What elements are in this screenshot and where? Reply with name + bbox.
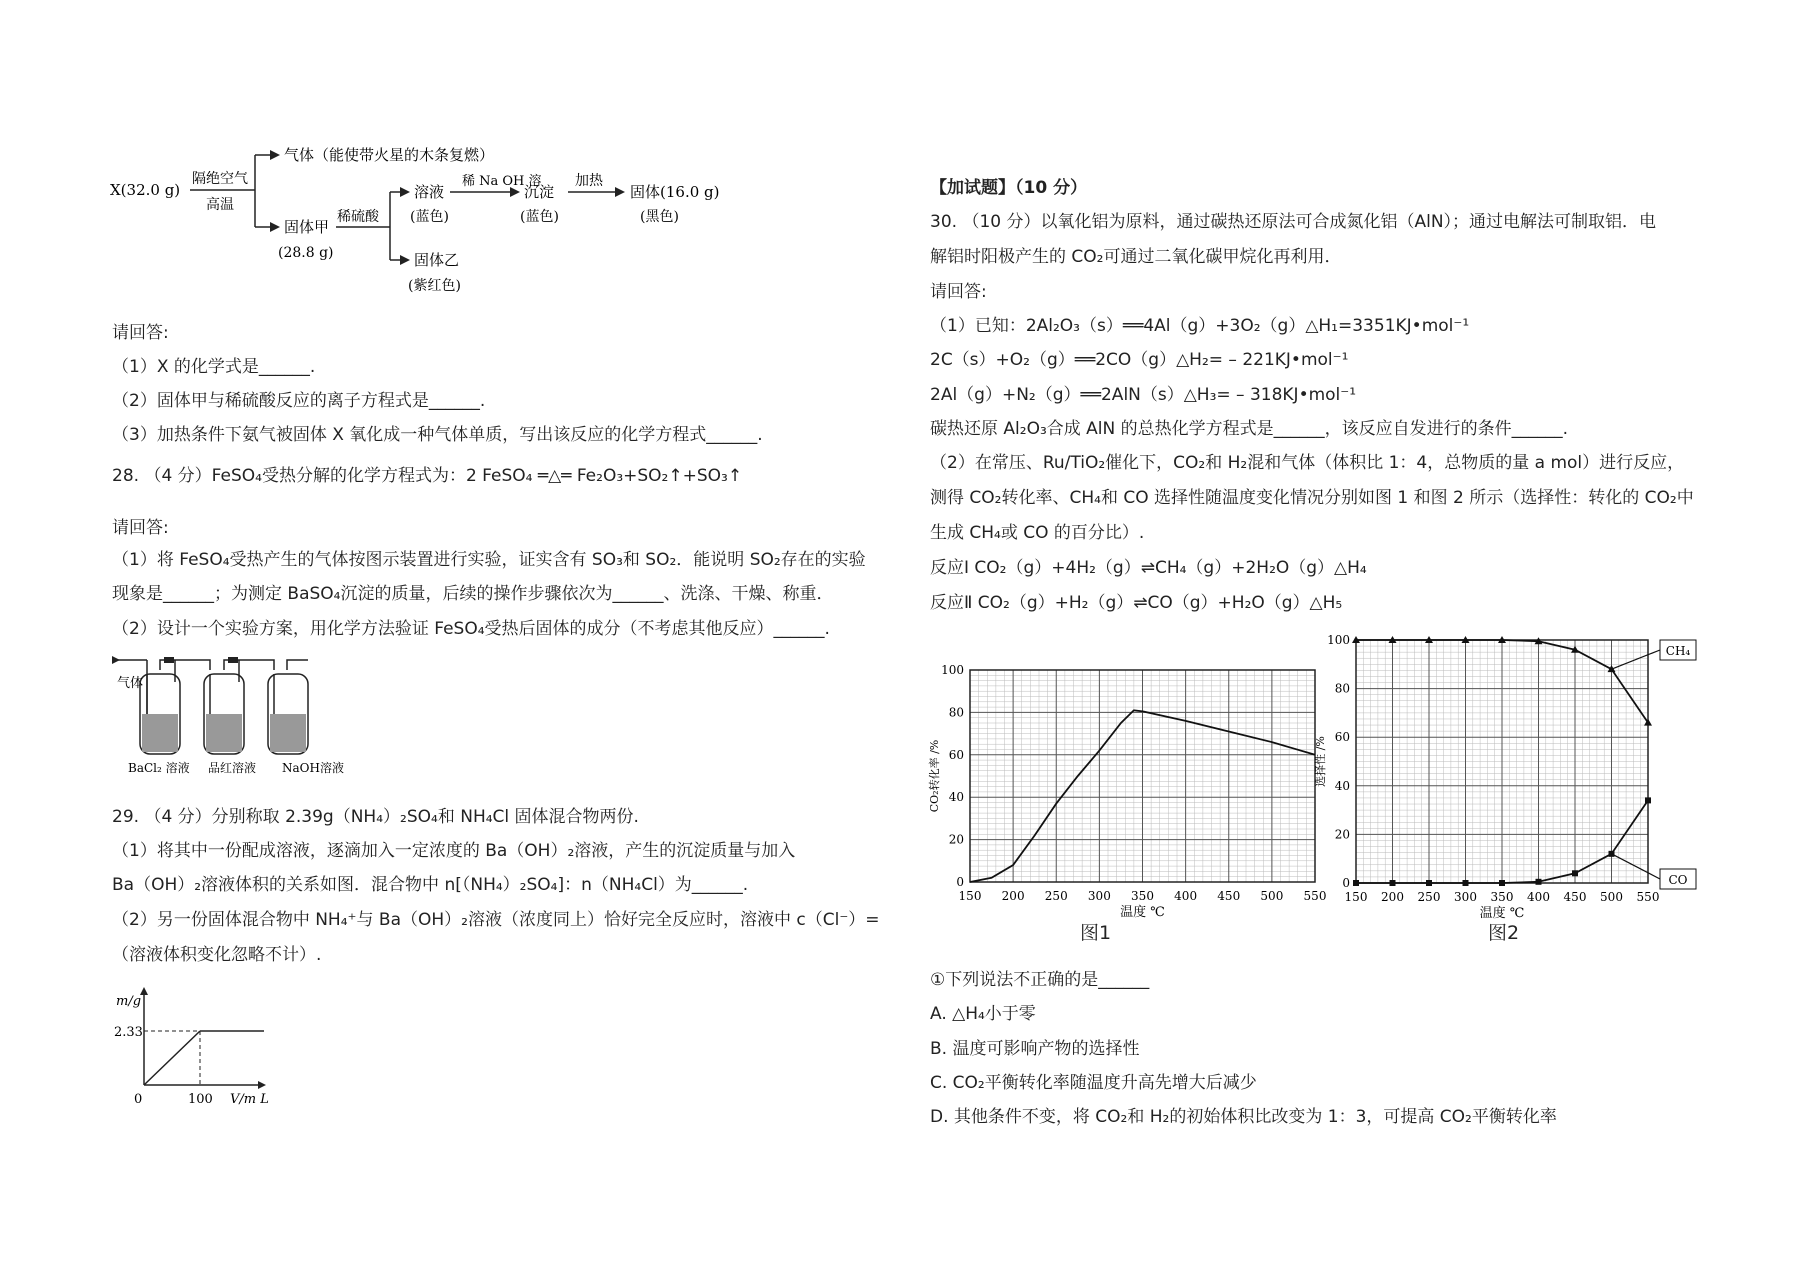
q27-prompt: 请回答: [112,323,169,343]
q29-s2b: （溶液体积变化忽略不计）. [112,945,322,965]
legend-label: CO [1668,873,1688,887]
x-tick-label: 300 [1454,890,1477,904]
mini-ylabel: m/g [116,994,142,1009]
apparatus-gas: 气体 [117,676,144,691]
fig1-caption: 图1 [1080,922,1112,944]
q28-s2: （2）设计一个实验方案，用化学方法验证 FeSO₄受热后固体的成分（不考虑其他反应）______. [112,619,830,639]
q28-s1b: 现象是______；为测定 BaSO₄沉淀的质量，后续的操作步骤依次为______、洗涤、干燥、称重． [112,584,834,604]
flow-solid-b: 固体乙 [414,251,460,269]
eq1: （1）已知：2Al₂O₃（s）══4Al（g）+3O₂（g）△H₁=3351KJ•mol⁻¹ [930,316,1470,336]
q27-s1: （1）X 的化学式是______. [112,357,316,377]
fig2-caption: 图2 [1488,922,1520,944]
y-axis-label: CO₂转化率 /% [928,739,941,813]
q30a: 30. （10 分）以氧化铝为原料，通过碳热还原法可合成氮化铝（AlN）；通过电解法可制取铝．电 [930,212,1657,232]
y-tick-label: 40 [1334,778,1350,793]
apparatus-diagram [112,652,372,777]
y-tick-label: 0 [1342,876,1350,890]
x-tick-label: 250 [1044,889,1068,903]
reaction-2: 反应Ⅱ CO₂（g）+H₂（g）⇌CO（g）+H₂O（g）△H₅ [930,593,1343,613]
data-point [1426,880,1432,886]
flow-cond-top: 隔绝空气 [192,171,248,187]
flow-solid-final-color: (黑色) [640,209,679,225]
x-tick-label: 350 [1131,889,1154,903]
x-tick-label: 400 [1527,890,1550,904]
flow-solid-b-color: (紫红色) [408,278,461,294]
flow-solid-final: 固体(16.0 g) [630,183,720,201]
q-prompt: ①下列说法不正确的是______ [930,970,1150,990]
legend-label: CH₄ [1665,644,1691,658]
q29-head: 29. （4 分）分别称取 2.39g（NH₄）₂SO₄和 NH₄Cl 固体混合物两份. [112,807,639,827]
y-axis-label: 选择性 /% [1314,736,1327,787]
x-tick-label: 200 [1381,890,1404,904]
chart-co2-conversion [930,660,1325,935]
data-point [1645,797,1651,803]
p2b: 测得 CO₂转化率、CH₄和 CO 选择性随温度变化情况分别如图 1 和图 2 所示（选择性：转化的 CO₂中 [930,488,1694,508]
eq4: 碳热还原 Al₂O₃合成 AlN 的总热化学方程式是______，该反应自发进行的条件______. [930,419,1569,439]
y-tick-label: 20 [948,832,964,847]
q28-prompt: 请回答: [112,518,169,538]
apparatus-bottle3: NaOH溶液 [282,761,344,775]
x-tick-label: 500 [1600,890,1623,904]
y-tick-label: 0 [956,875,964,889]
mini-xlabel: V/m L [230,1092,269,1107]
x-axis-label: 温度 ℃ [1479,906,1525,921]
flow-precip-color: (蓝色) [520,209,559,225]
eq2: 2C（s）+O₂（g）══2CO（g）△H₂= – 221KJ•mol⁻¹ [930,350,1349,370]
q30-prompt: 请回答: [930,282,987,302]
mini-xval: 100 [188,1092,213,1107]
data-point [1463,880,1469,886]
p2c: 生成 CH₄或 CO 的百分比）. [930,523,1145,543]
right-title: 【加试题】（10 分） [930,178,1088,198]
x-tick-label: 550 [1636,890,1660,904]
flow-precip: 沉淀 [524,183,555,201]
q27-s2: （2）固体甲与稀硫酸反应的离子方程式是______. [112,391,486,411]
x-tick-label: 350 [1490,890,1514,904]
x-axis-label: 温度 ℃ [1120,905,1165,920]
apparatus-bottle2: 品红溶液 [208,761,257,775]
flow-gas: 气体（能使带火星的木条复燃） [284,146,495,164]
x-tick-label: 400 [1174,889,1198,903]
option-b: B. 温度可影响产物的选择性 [930,1039,1140,1059]
flow-x: X(32.0 g) [110,181,181,199]
y-tick-label: 80 [948,705,964,720]
q29-s1a: （1）将其中一份配成溶液，逐滴加入一定浓度的 Ba（OH）₂溶液，产生的沉淀质量与加入 [112,841,796,861]
option-c: C. CO₂平衡转化率随温度升高先增大后减少 [930,1073,1257,1093]
x-tick-label: 300 [1087,889,1111,903]
p2a: （2）在常压、Ru/TiO₂催化下，CO₂和 H₂混和气体（体积比 1：4，总物质的量 a mol）进行反应， [930,453,1685,473]
chart-selectivity [1314,625,1713,935]
q28-head: 28. （4 分）FeSO₄受热分解的化学方程式为：2 FeSO₄ ═△═ Fe₂O₃+SO₂↑+SO₃↑ [112,466,743,486]
data-point [1536,879,1542,885]
x-tick-label: 450 [1563,890,1587,904]
q29-s1b: Ba（OH）₂溶液体积的关系如图．混合物中 n[（NH₄）₂SO₄]：n（NH₄Cl）为______. [112,875,749,895]
data-point [1353,880,1359,886]
data-point [1609,851,1615,857]
precipitate-graph [112,985,292,1113]
reaction-1: 反应Ⅰ CO₂（g）+4H₂（g）⇌CH₄（g）+2H₂O（g）△H₄ [930,558,1367,578]
q30b: 解铝时阳极产生的 CO₂可通过二氧化碳甲烷化再利用． [930,247,1342,267]
flow-solution: 溶液 [414,183,445,201]
x-tick-label: 500 [1260,889,1284,903]
flow-acid: 稀硫酸 [337,209,379,225]
x-tick-label: 250 [1417,890,1441,904]
flow-diagram [110,135,770,295]
y-tick-label: 100 [1327,633,1350,647]
q28-s1a: （1）将 FeSO₄受热产生的气体按图示装置进行实验，证实含有 SO₃和 SO₂．能说明 SO₂存在的实验 [112,550,866,570]
flow-solid-a-mass: (28.8 g) [278,245,334,261]
data-point [1390,880,1396,886]
option-d: D. 其他条件不变，将 CO₂和 H₂的初始体积比改变为 1：3，可提高 CO₂平衡转化率 [930,1107,1557,1127]
q29-s2a: （2）另一份固体混合物中 NH₄⁺与 Ba（OH）₂溶液（浓度同上）恰好完全反应时，溶液中 c（Cl⁻）= [112,910,880,930]
x-tick-label: 150 [958,889,982,903]
y-tick-label: 60 [948,747,964,762]
q27-s3: （3）加热条件下氨气被固体 X 氧化成一种气体单质，写出该反应的化学方程式______. [112,425,763,445]
apparatus-bottle1: BaCl₂ 溶液 [128,761,190,775]
mini-origin: 0 [134,1092,143,1107]
option-a: A. △H₄小于零 [930,1004,1036,1024]
x-tick-label: 550 [1303,889,1327,903]
x-tick-label: 450 [1217,889,1241,903]
flow-solid-a: 固体甲 [284,218,330,236]
y-tick-label: 100 [941,663,964,677]
y-tick-label: 40 [948,790,964,805]
eq3: 2Al（g）+N₂（g）══2AlN（s）△H₃= – 318KJ•mol⁻¹ [930,385,1357,405]
data-point [1499,880,1505,886]
flow-heat: 加热 [575,173,603,189]
mini-yval: 2.33 [114,1025,143,1040]
flow-naoh: 稀 Na OH 溶 [462,174,542,189]
flow-solution-color: (蓝色) [410,209,449,225]
flow-cond-bot: 高温 [206,197,234,213]
y-tick-label: 80 [1334,681,1350,696]
y-tick-label: 60 [1334,730,1350,745]
x-tick-label: 150 [1344,890,1368,904]
x-tick-label: 200 [1001,889,1025,903]
y-tick-label: 20 [1334,827,1350,842]
data-point [1572,870,1578,876]
